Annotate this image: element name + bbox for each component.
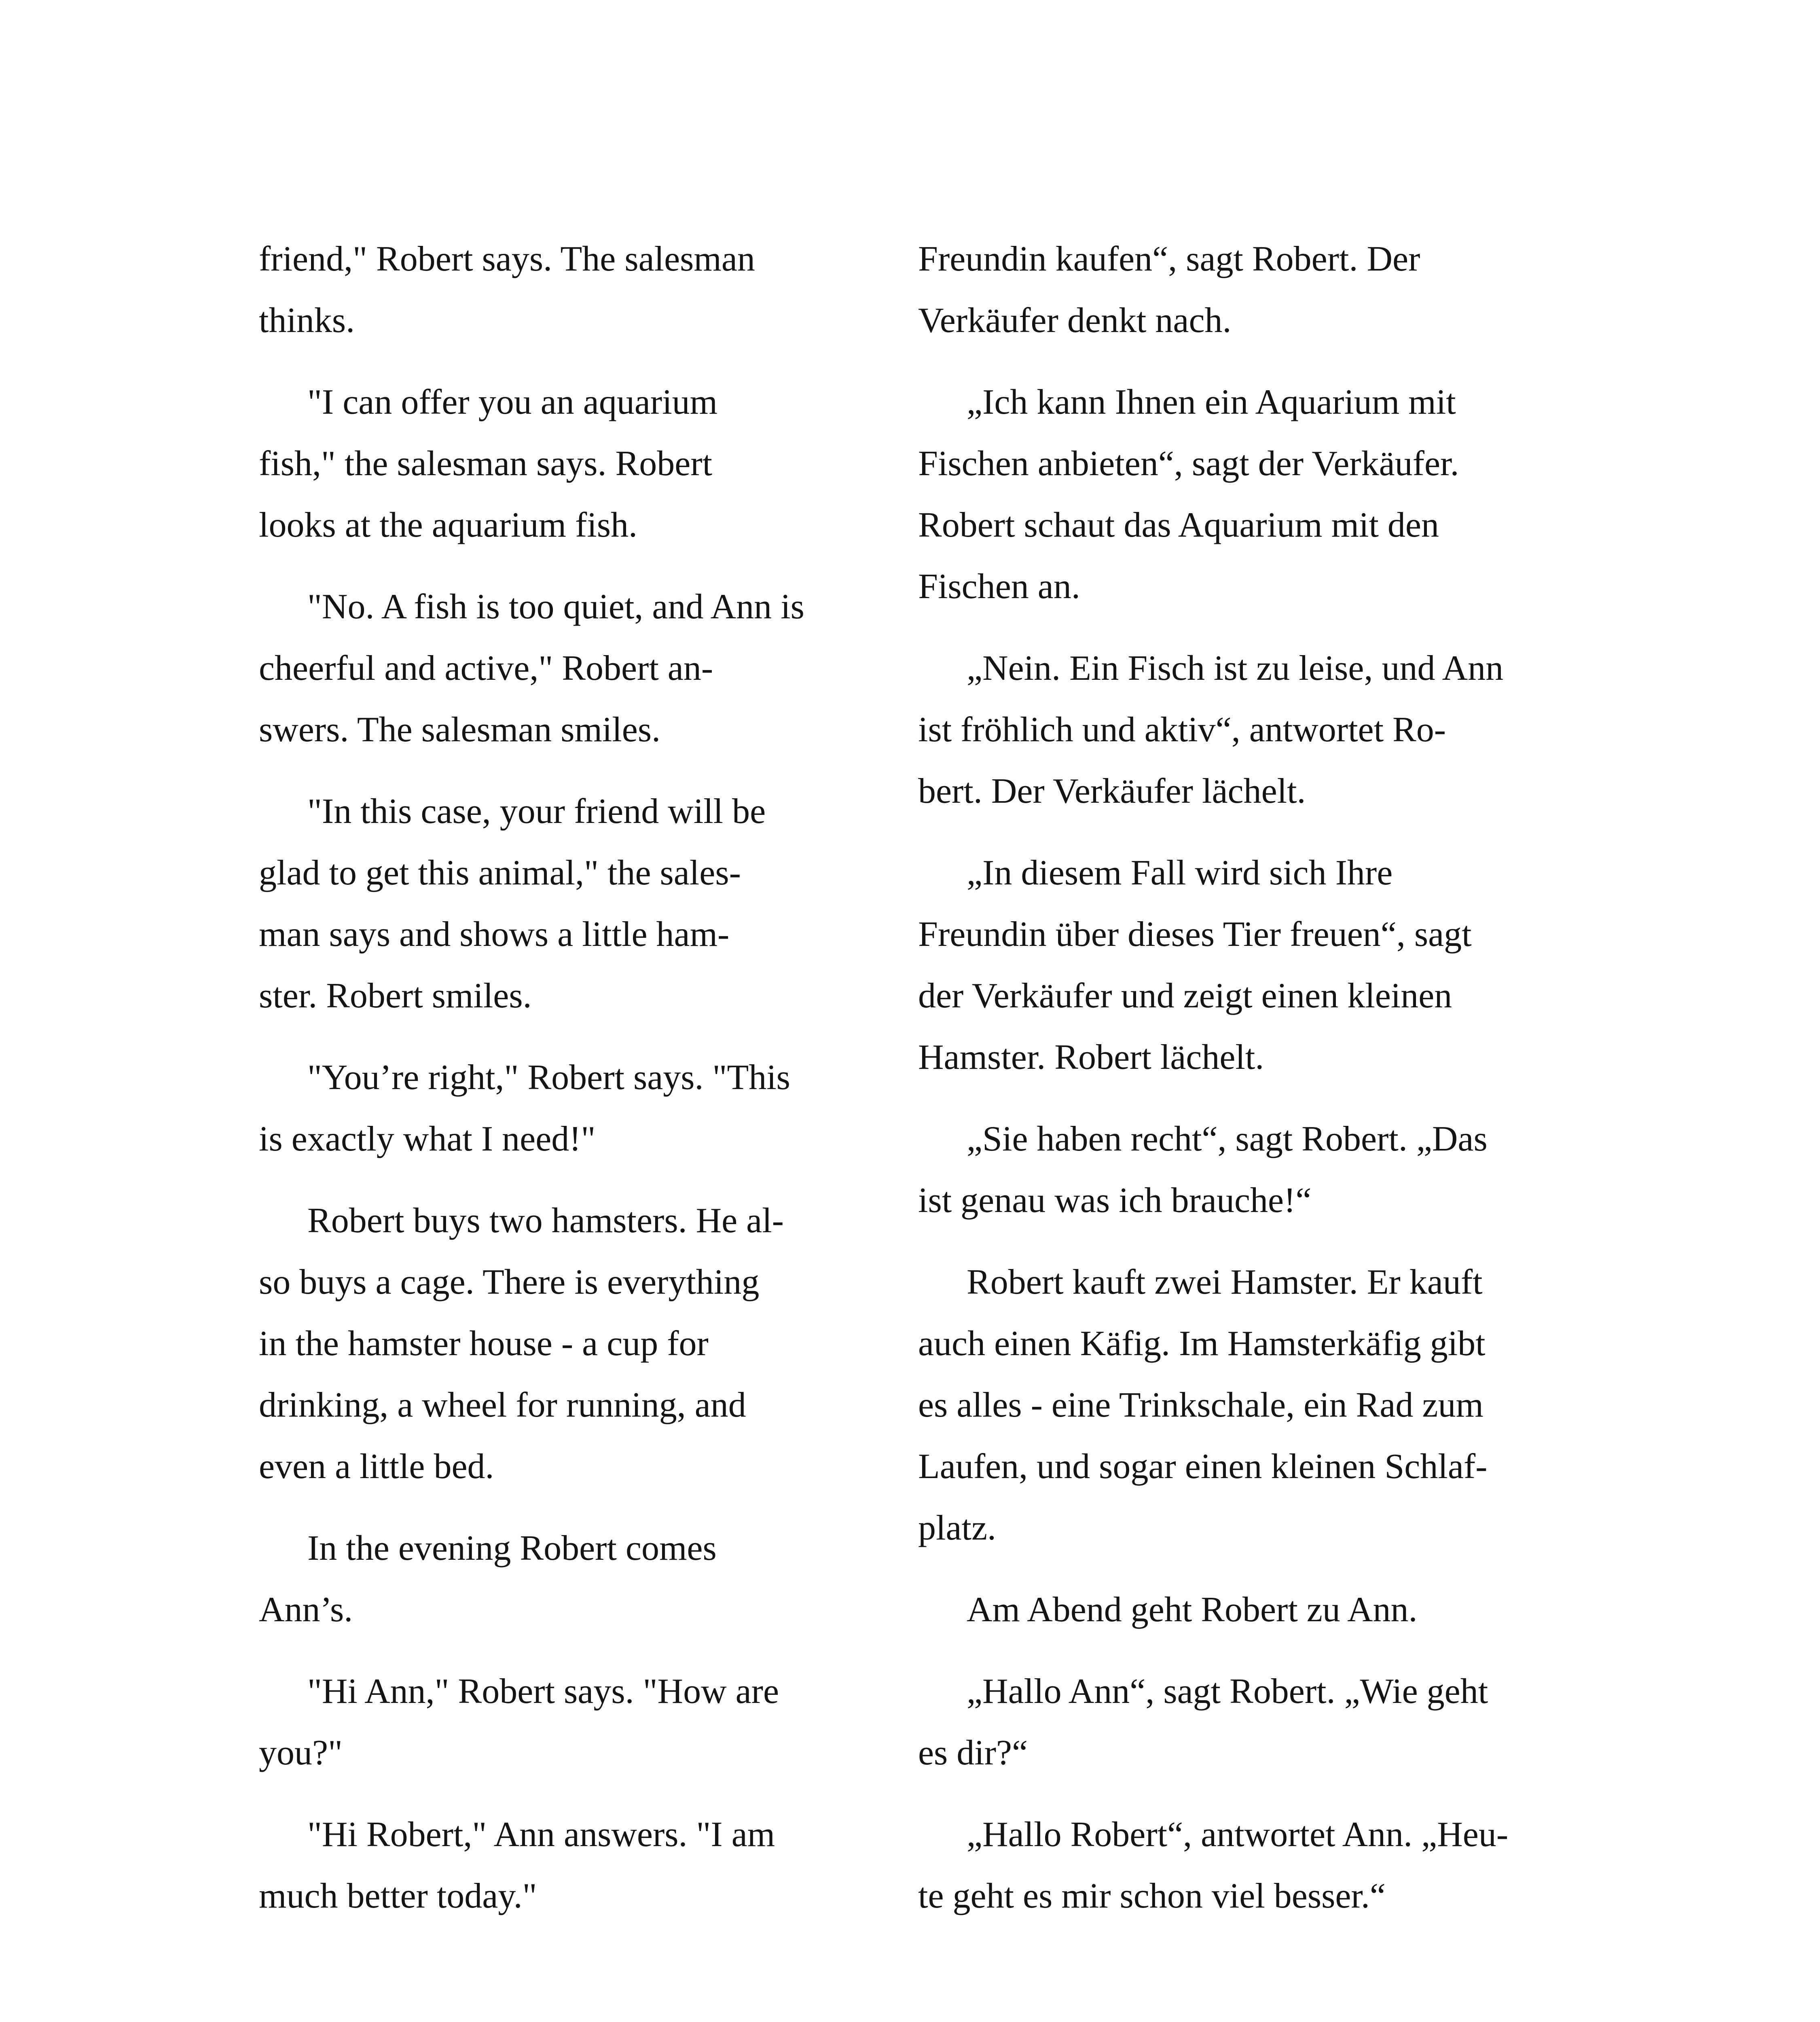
paragraph bbox=[918, 372, 1602, 618]
text-line: Fischen anbieten“, sagt der Verkäufer. bbox=[918, 444, 1459, 483]
text-line: Freundin kaufen“, sagt Robert. Der bbox=[918, 239, 1420, 279]
text-line: friend," Robert says. The salesman bbox=[259, 239, 755, 279]
text-line: ist fröhlich und aktiv“, antwortet Ro- bbox=[918, 710, 1446, 749]
text-line: drinking, a wheel for running, and bbox=[259, 1385, 746, 1425]
paragraph bbox=[259, 1190, 890, 1497]
text-line: "Hi Ann," Robert says. "How are bbox=[307, 1672, 779, 1711]
text-line: In the evening Robert comes bbox=[307, 1529, 717, 1568]
text-line: "In this case, your friend will be bbox=[307, 792, 766, 831]
paragraph bbox=[259, 1661, 890, 1784]
text-line: "Hi Robert," Ann answers. "I am bbox=[307, 1815, 775, 1854]
text-line: „Sie haben recht“, sagt Robert. „Das bbox=[967, 1119, 1488, 1159]
text-line: Freundin über dieses Tier freuen“, sagt bbox=[918, 915, 1472, 954]
paragraph bbox=[259, 1047, 890, 1170]
paragraph bbox=[918, 1108, 1602, 1231]
text-line: Robert schaut das Aquarium mit den bbox=[918, 506, 1439, 545]
text-line: man says and shows a little ham- bbox=[259, 915, 730, 954]
paragraph bbox=[259, 781, 890, 1027]
text-line: Am Abend geht Robert zu Ann. bbox=[967, 1590, 1418, 1629]
german-column bbox=[918, 228, 1602, 1947]
paragraph bbox=[918, 1804, 1602, 1927]
text-line: „Hallo Robert“, antwortet Ann. „Heu- bbox=[967, 1815, 1509, 1854]
text-line: Hamster. Robert lächelt. bbox=[918, 1038, 1264, 1077]
text-line: es alles - eine Trinkschale, ein Rad zum bbox=[918, 1385, 1484, 1425]
paragraph bbox=[918, 228, 1602, 351]
text-line: swers. The salesman smiles. bbox=[259, 710, 661, 749]
paragraph bbox=[259, 1518, 890, 1641]
paragraph bbox=[918, 1252, 1602, 1559]
english-column bbox=[259, 228, 890, 1947]
text-line: "No. A fish is too quiet, and Ann is bbox=[307, 587, 804, 626]
text-line: "I can offer you an aquarium bbox=[307, 383, 718, 422]
text-line: „In diesem Fall wird sich Ihre bbox=[967, 853, 1393, 893]
text-line: Ann’s. bbox=[259, 1590, 353, 1629]
text-line: Verkäufer denkt nach. bbox=[918, 301, 1232, 340]
paragraph bbox=[918, 842, 1602, 1088]
text-line: you?" bbox=[259, 1733, 343, 1772]
text-line: fish," the salesman says. Robert bbox=[259, 444, 713, 483]
text-line: Robert buys two hamsters. He al- bbox=[307, 1201, 784, 1240]
text-line: Robert kauft zwei Hamster. Er kauft bbox=[967, 1263, 1483, 1302]
text-line: „Ich kann Ihnen ein Aquarium mit bbox=[967, 383, 1456, 422]
paragraph bbox=[918, 1579, 1602, 1641]
text-line: te geht es mir schon viel besser.“ bbox=[918, 1876, 1386, 1916]
text-line: ster. Robert smiles. bbox=[259, 976, 532, 1015]
paragraph bbox=[259, 228, 890, 351]
text-line: der Verkäufer und zeigt einen kleinen bbox=[918, 976, 1452, 1015]
text-line: auch einen Käfig. Im Hamsterkäfig gibt bbox=[918, 1324, 1486, 1363]
text-line: even a little bed. bbox=[259, 1447, 494, 1486]
text-line: so buys a cage. There is everything bbox=[259, 1263, 760, 1302]
text-line: thinks. bbox=[259, 301, 355, 340]
text-line: Fischen an. bbox=[918, 567, 1080, 606]
paragraph bbox=[259, 1804, 890, 1927]
text-line: looks at the aquarium fish. bbox=[259, 506, 638, 545]
paragraph bbox=[259, 372, 890, 556]
text-line: ist genau was ich brauche!“ bbox=[918, 1181, 1312, 1220]
paragraph bbox=[259, 576, 890, 761]
text-line: Laufen, und sogar einen kleinen Schlaf- bbox=[918, 1447, 1488, 1486]
text-line: platz. bbox=[918, 1508, 997, 1548]
text-line: "You’re right," Robert says. "This bbox=[307, 1058, 790, 1097]
paragraph bbox=[918, 1661, 1602, 1784]
text-line: in the hamster house - a cup for bbox=[259, 1324, 709, 1363]
text-line: es dir?“ bbox=[918, 1733, 1028, 1772]
paragraph bbox=[918, 638, 1602, 822]
text-line: much better today." bbox=[259, 1876, 537, 1916]
page-number bbox=[0, 2018, 1820, 2022]
text-line: „Hallo Ann“, sagt Robert. „Wie geht bbox=[967, 1672, 1488, 1711]
text-line: is exactly what I need!" bbox=[259, 1119, 596, 1159]
text-line: bert. Der Verkäufer lächelt. bbox=[918, 772, 1306, 811]
text-line: cheerful and active," Robert an- bbox=[259, 649, 713, 688]
text-line: glad to get this animal," the sales- bbox=[259, 853, 741, 893]
text-line: „Nein. Ein Fisch ist zu leise, und Ann bbox=[967, 649, 1504, 688]
